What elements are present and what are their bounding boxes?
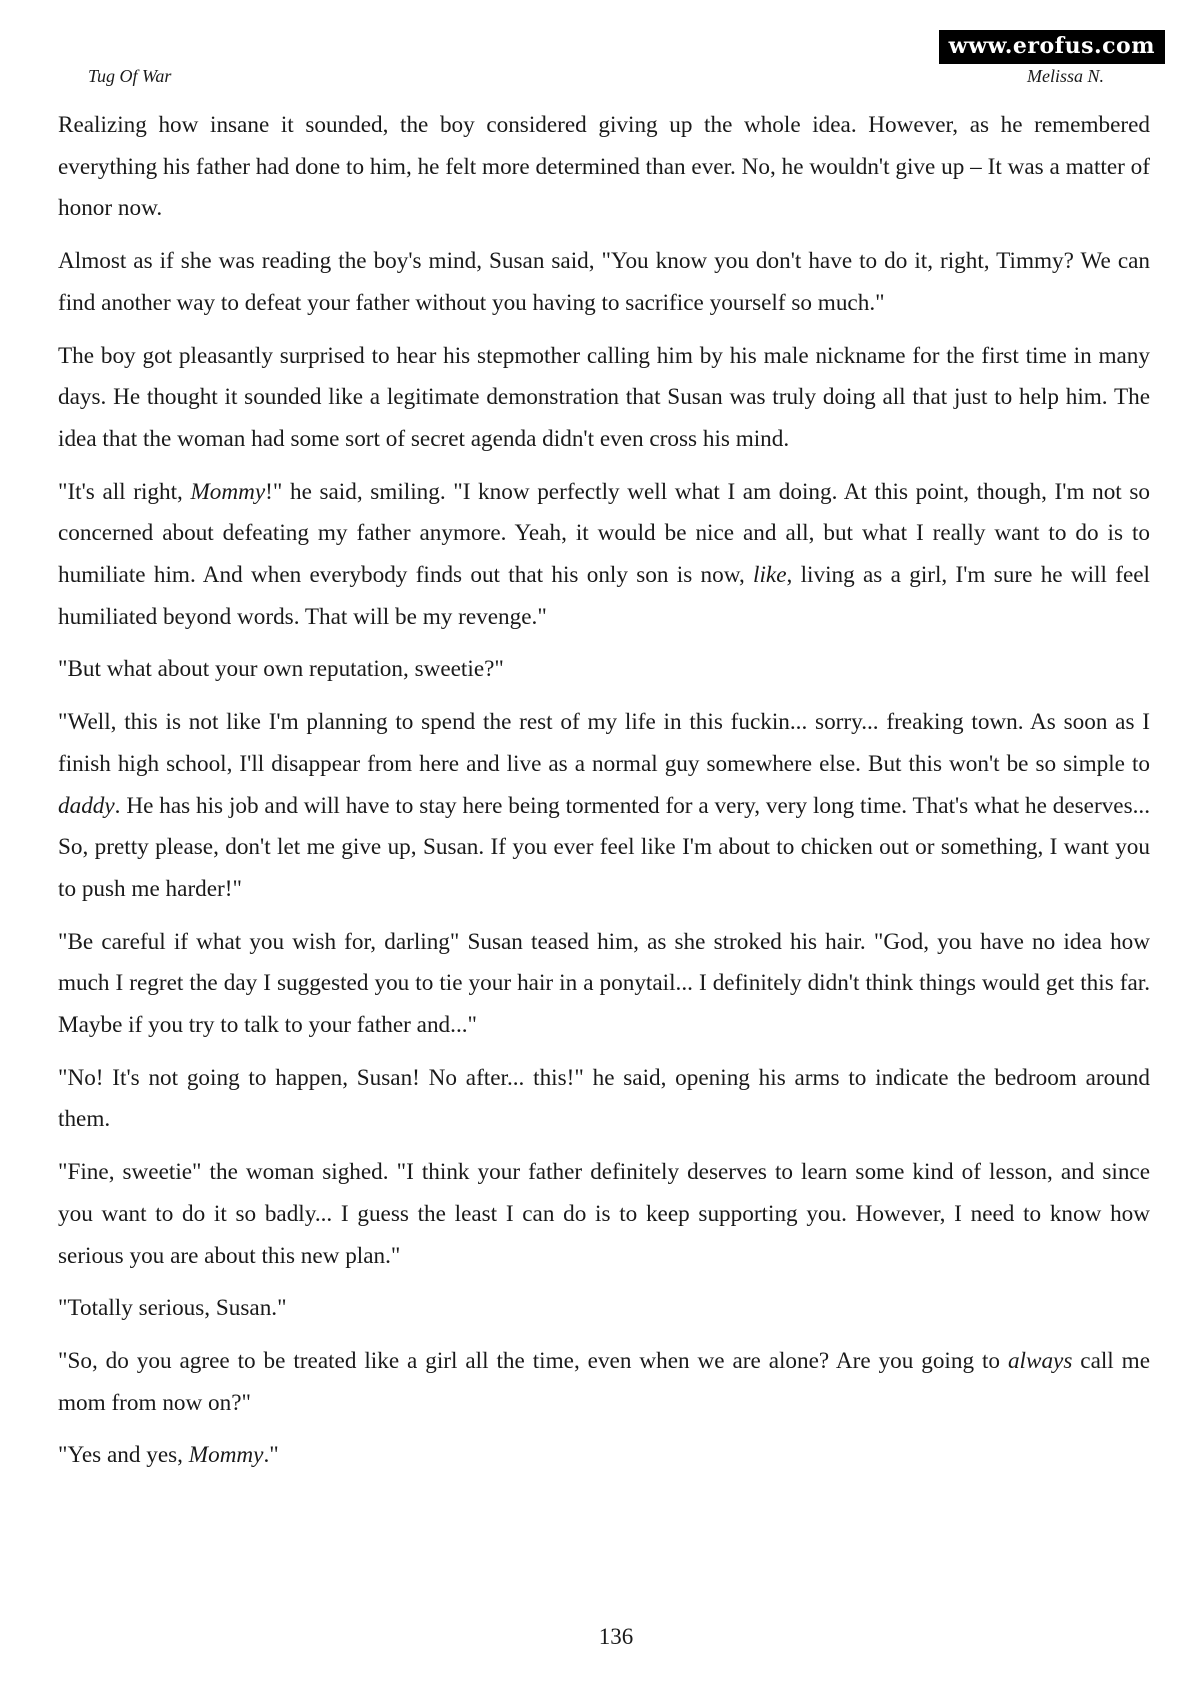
text-run: "No! It's not going to happen, Susan! No after... this!" he said, opening his arms to indicate the bedroom around them. bbox=[58, 1064, 1150, 1133]
paragraph bbox=[58, 1152, 1150, 1277]
text-run: call me mom from now on?" bbox=[58, 1347, 1151, 1416]
paragraph bbox=[58, 336, 1150, 461]
text-run: !" he said, smiling. "I know perfectly well what I am doing. At this point, though, I'm not so concerned about defeating my father anymore. Yeah, it would be nice and all, but what I really want to do is to humiliate him. And when everybody finds out that his only son is now, bbox=[58, 478, 1150, 589]
paragraph bbox=[58, 922, 1150, 1047]
text-run: Almost as if she was reading the boy's mind, Susan said, "You know you don't have to do it, right, Timmy? We can find another way to defeat your father without you having to sacrifice yourself so much." bbox=[58, 248, 1150, 316]
page-header bbox=[88, 64, 1104, 90]
italic-text: like bbox=[753, 562, 787, 589]
book-title: Tug Of War bbox=[88, 66, 172, 86]
page-number: 136 bbox=[598, 1624, 634, 1649]
paragraph bbox=[58, 105, 1150, 230]
paragraph bbox=[58, 241, 1150, 324]
site-watermark: www.erofus.com bbox=[939, 30, 1165, 64]
italic-text: Mommy bbox=[190, 478, 266, 505]
italic-text: daddy bbox=[58, 792, 115, 819]
text-run: "Totally serious, Susan." bbox=[58, 1295, 287, 1322]
text-run: . He has his job and will have to stay here being tormented for a very, very long time. That's what he deserves... So, pretty please, don't let me give up, Susan. If you ever feel like I'm about to chicken out or something, I want you to push me harder!" bbox=[58, 792, 1150, 902]
text-run: "It's all right, bbox=[58, 478, 191, 505]
paragraph bbox=[58, 1435, 1150, 1477]
page-body bbox=[58, 105, 1150, 1488]
text-run: , living as a girl, I'm sure he will feel humiliated beyond words. That will be my revenge." bbox=[58, 562, 1150, 630]
italic-text: Mommy bbox=[188, 1442, 264, 1469]
text-run: "Fine, sweetie" the woman sighed. "I think your father definitely deserves to learn some kind of lesson, and since you want to do it so badly... I guess the least I can do is to keep supporting you. However, I need to know how serious you are about this new plan." bbox=[58, 1159, 1150, 1269]
paragraph bbox=[58, 1288, 1150, 1330]
text-run: Realizing how insane it sounded, the boy considered giving up the whole idea. However, as he remembered everything his father had done to him, he felt more determined than ever. No, he wouldn't give up – It was a matter of honor now. bbox=[58, 112, 1150, 222]
author-name: Melissa N. bbox=[1026, 66, 1104, 86]
text-run: "Yes and yes, bbox=[58, 1442, 189, 1469]
paragraph bbox=[58, 472, 1150, 639]
text-run: "But what about your own reputation, sweetie?" bbox=[58, 656, 504, 683]
paragraph bbox=[58, 649, 1150, 691]
paragraph bbox=[58, 1341, 1150, 1424]
paragraph bbox=[58, 702, 1150, 911]
text-run: "So, do you agree to be treated like a girl all the time, even when we are alone? Are you going to bbox=[58, 1347, 1008, 1374]
text-run: ." bbox=[263, 1442, 279, 1469]
text-run: The boy got pleasantly surprised to hear his stepmother calling him by his male nickname for the first time in many days. He thought it sounded like a legitimate demonstration that Susan was truly doing all that just to help him. The idea that the woman had some sort of secret agenda didn't even cross his mind. bbox=[58, 342, 1150, 452]
text-run: "Well, this is not like I'm planning to spend the rest of my life in this fuckin... sorry... freaking town. As soon as I finish high school, I'll disappear from here and live as a normal guy somewhere else. But this won't be so simple to bbox=[58, 709, 1150, 777]
paragraph bbox=[58, 1058, 1150, 1141]
italic-text: always bbox=[1007, 1347, 1073, 1374]
text-run: "Be careful if what you wish for, darling" Susan teased him, as she stroked his hair. "God, you have no idea how much I regret the day I suggested you to tie your hair in a ponytail... I definitely didn't think things would get this far. Maybe if you try to talk to your father and..." bbox=[58, 928, 1150, 1039]
